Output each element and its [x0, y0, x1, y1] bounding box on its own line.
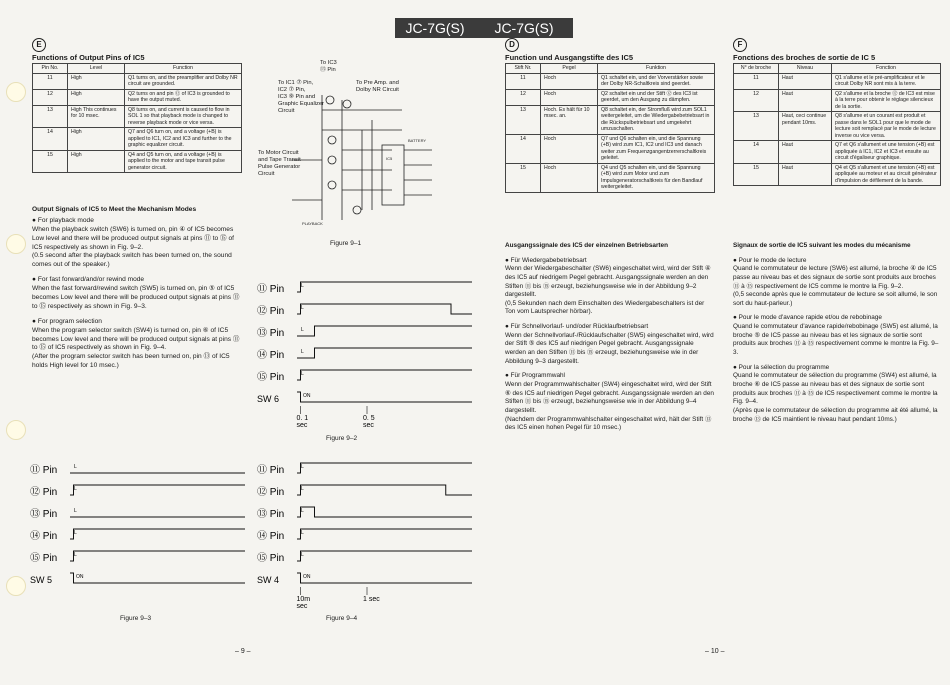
- table-cell: 15: [734, 163, 779, 186]
- table-cell: 14: [506, 134, 541, 163]
- level-label: L: [301, 327, 304, 333]
- col-header: Stift Nr.: [506, 64, 541, 74]
- english-table-title: Functions of Output Pins of IC5: [32, 53, 145, 62]
- level-label: L: [301, 349, 304, 355]
- page-header-right: JC-7G(S): [475, 18, 573, 38]
- level-label: L: [301, 530, 304, 536]
- table-cell: Hoch: [541, 163, 598, 192]
- table-row: [734, 89, 941, 112]
- table-cell: Q7 and Q6 turn on, and a voltage (+B) is applied to IC1, IC2 and IC3 and further to the graphic equalizer circuit.: [125, 128, 242, 151]
- binder-hole: [6, 234, 26, 254]
- table-cell: Q8 turns on, and current is caused to flow in SOL 1 so that playback mode is changed to reverse playback mode or vice versa.: [125, 105, 242, 128]
- table-cell: Haut: [779, 73, 832, 89]
- pin-label: ⑮ Pin: [257, 372, 285, 383]
- signal-trace: [70, 485, 245, 495]
- german-paragraph: ● Für Wiedergabebetriebsart Wenn der Wiedergabeschalter (SW6) eingeschaltet wird, wird der Stift ④ des IC5 auf niedrigem Pegel gebracht. Ausgangssignale werden an den Stiften ⑪ bis ⑮ erzeugt, beziehungsweise wie in der Abbildung 9–2 dargestellt. (0,5 Sekunden nach dem Einschalten des Wiedergabeschalters ist der Ton vom Lautsprecher hörbar).: [505, 256, 711, 316]
- table-cell: Q2 s'allume et la broche ⑫ de IC3 est mise à la terre pour obtenir le réglage silencieux de la sortie.: [832, 89, 941, 112]
- signal-trace: [297, 326, 472, 336]
- table-cell: 11: [506, 73, 541, 89]
- table-cell: 13: [33, 105, 68, 128]
- table-row: [33, 73, 242, 89]
- table-cell: 12: [506, 89, 541, 105]
- table-row: [734, 112, 941, 141]
- french-function-table: [733, 63, 941, 186]
- french-body-title: Signaux de sortie de IC5 suivant les modes du mécanisme: [733, 242, 911, 249]
- table-row: [506, 73, 715, 89]
- table-cell: 11: [33, 73, 68, 89]
- german-paragraph: ● Für Schnellvorlauf- und/oder Rücklaufbetriebsart Wenn der Schnellvorlauf-/Rücklaufschalter (SW5) eingeschaltet wird, wird der Stift ⑤ des IC5 auf niedrigen Pegel gebracht. Ausgangssignale werden an den Stiften ⑪ bis ⑮ erzeugt, beziehungsweise wie in der Abbildung 9–3 dargestellt.: [505, 323, 714, 365]
- signal-trace: [297, 551, 472, 561]
- col-header: Pin No.: [33, 64, 68, 74]
- english-paragraph: ● For playback mode When the playback switch (SW6) is turned on, pin ④ of IC5 becomes Low level and there will be produced output signals at pins ⑪ to ⑮ of IC5 respectively as shown in Fig. 9–2. (0.5 second after the playback switch has been turned on, the sound comes out of the speaker.): [32, 216, 234, 269]
- figure-caption: Figure 9–1: [330, 240, 362, 247]
- on-label: ON: [303, 574, 311, 580]
- german-table-title: Function und Ausgangstifte des IC5: [505, 53, 634, 62]
- signal-trace: [297, 304, 472, 314]
- pin-label: ⑮ Pin: [257, 553, 285, 564]
- table-cell: Q2 schaltet ein und der Stift ⑫ des IC3 ist geerdet, um den Ausgang zu dämpfen.: [598, 89, 715, 105]
- signal-trace: [297, 507, 472, 517]
- table-cell: Q4 et Q5 s'allument et une tension (+B) est appliquée au moteur et au circuit générateur d'impulsion de défilement de la bande.: [832, 163, 941, 186]
- table-cell: Q1 schaltet ein, und der Vorverstärker sowie der Dolby NR-Schaltkreis sind geerdet.: [598, 73, 715, 89]
- level-label: L: [301, 283, 304, 289]
- level-label: L: [74, 486, 77, 492]
- col-header: Fonction: [832, 64, 941, 74]
- right-page: [475, 0, 950, 685]
- col-header: Funktion: [598, 64, 715, 74]
- table-cell: Q1 s'allume et le pré-amplificateur et le circuit Dolby NR sont mis à la terre.: [832, 73, 941, 89]
- signal-trace: [297, 485, 472, 495]
- col-header: Function: [125, 64, 242, 74]
- table-cell: Haut: [779, 89, 832, 112]
- on-label: ON: [303, 393, 311, 399]
- binder-hole: [6, 82, 26, 102]
- schematic-label-preamp: To Pre Amp. and Dolby NR Circuit: [356, 80, 399, 93]
- level-label: L: [301, 464, 304, 470]
- table-cell: Hoch: [541, 73, 598, 89]
- time-label: 1 sec: [363, 596, 380, 603]
- table-row: [33, 150, 242, 173]
- pin-label: ⑫ Pin: [30, 487, 58, 498]
- page-header-left: JC-7G(S): [395, 18, 475, 38]
- table-cell: Q8 schaltet ein, der Stromfluß wird zum SOL1 weitergeleitet, um die Wiedergabebetriebsart in die Rückspulbetriebsart und umgekehrt umzuschalten.: [598, 105, 715, 134]
- binder-hole: [6, 420, 26, 440]
- pin-label: ⑫ Pin: [257, 306, 285, 317]
- table-row: [734, 163, 941, 186]
- col-header: N° de broche: [734, 64, 779, 74]
- switch-trace: [297, 573, 472, 583]
- table-cell: 12: [33, 89, 68, 105]
- binder-hole: [6, 576, 26, 596]
- table-row: [506, 89, 715, 105]
- table-cell: High: [68, 150, 125, 173]
- french-body: [733, 242, 941, 430]
- table-row: [33, 89, 242, 105]
- table-row: [734, 141, 941, 164]
- pin-label: ⑪ Pin: [30, 465, 58, 476]
- timing-diagram-fig-9-4: [257, 457, 472, 610]
- switch-trace: [70, 573, 245, 583]
- schematic-diagram: [262, 90, 462, 230]
- switch-trace: [297, 392, 472, 402]
- signal-trace: [297, 463, 472, 473]
- signal-trace: [297, 370, 472, 380]
- section-mark-english: E: [32, 38, 46, 52]
- table-cell: Q4 und Q5 schalten ein, und die Spannung (+B) wird zum Motor und zum Impulsgeneratorschaltkreis für den Bandlauf weitergeleitet.: [598, 163, 715, 192]
- level-label: L: [74, 530, 77, 536]
- table-cell: 15: [506, 163, 541, 192]
- french-paragraph: ● Pour le mode d'avance rapide et/ou de rebobinage Quand le commutateur d'avance rapide/rebobinage (SW5) est allumé, la broche ⑤ de IC5 passe au niveau bas et les signaux de sortie sont produits aux broches ⑪ à ⑮ respectivement comme le montre la Fig. 9–3.: [733, 314, 939, 357]
- page-number: – 10 –: [705, 648, 725, 655]
- level-label: L: [74, 464, 77, 470]
- table-cell: Haut: [779, 141, 832, 164]
- pin-label: ⑭ Pin: [257, 531, 285, 542]
- level-label: L: [301, 486, 304, 492]
- col-header: Level: [68, 64, 125, 74]
- table-row: [33, 105, 242, 128]
- table-cell: High: [68, 89, 125, 105]
- table-cell: 14: [734, 141, 779, 164]
- level-label: L: [301, 508, 304, 514]
- table-row: [734, 73, 941, 89]
- switch-label: SW 5: [30, 575, 53, 585]
- timing-diagram-fig-9-3: [30, 457, 245, 587]
- french-table-title: Fonctions des broches de sortie de IC 5: [733, 53, 876, 62]
- english-paragraph: ● For fast forward/and/or rewind mode When the fast forward/rewind switch (SW5) is turned on, pin ⑤ of IC5 becomes Low level and there will be produced output signals at pins ⑪ to ⑮ respectively as shown in Fig. 9–3.: [32, 276, 240, 310]
- table-cell: 14: [33, 128, 68, 151]
- table-cell: Q1 turns on, and the preamplifier and Dolby NR circuit are grounded.: [125, 73, 242, 89]
- schematic-label-ic3: To IC3 ⑬ Pin: [320, 60, 337, 73]
- level-label: L: [301, 552, 304, 558]
- signal-trace: [70, 529, 245, 539]
- svg-text:PLAYBACK: PLAYBACK: [302, 221, 323, 226]
- pin-label: ⑫ Pin: [257, 487, 285, 498]
- table-cell: 13: [506, 105, 541, 134]
- table-cell: Hoch: [541, 89, 598, 105]
- table-cell: Q2 turns on and pin ⑫ of IC3 is grounded to have the output muted.: [125, 89, 242, 105]
- page-number: – 9 –: [235, 648, 251, 655]
- table-cell: Haut, ceci continue pendant 10ms.: [779, 112, 832, 141]
- table-cell: Q7 et Q6 s'allument et une tension (+B) est appliquée à IC1, IC2 et IC3 et ensuite au circuit d'égaliseur graphique.: [832, 141, 941, 164]
- level-label: L: [301, 305, 304, 311]
- german-paragraph: ● Für Programmwahl Wenn der Programmwahlschalter (SW4) eingeschaltet wird, wird der Stift ⑥ des IC5 auf niedrigen Pegel gebracht. Ausgangssignale werden an den Stiften ⑪ bis ⑮ erzeugt, beziehungsweise wie in der Abbildung 9–4 dargestellt. (Nachdem der Programmwahlschalter eingeschaltet wird, hält der Stift ⑬ des IC5 einen hohen Pegel für 10 msec.): [505, 372, 714, 432]
- time-label: 0. 5: [363, 415, 375, 422]
- german-body: [505, 242, 715, 439]
- col-header: Niveau: [779, 64, 832, 74]
- signal-trace: [297, 348, 472, 358]
- svg-text:BATTERY: BATTERY: [408, 138, 427, 143]
- section-mark-french: F: [733, 38, 747, 52]
- col-header: Pegel: [541, 64, 598, 74]
- table-row: [506, 163, 715, 192]
- section-mark-german: D: [505, 38, 519, 52]
- english-paragraph: ● For program selection When the program selector switch (SW4) is turned on, pin ⑥ of IC5 becomes Low level and there will be produced output signals at pins ⑪ to ⑮ of IC5 respectively as shown in Fig. 9–4. (After the program selector switch has been turned on, pin ⑬ of IC5 holds High level for 10 msec.): [32, 317, 240, 370]
- table-cell: 12: [734, 89, 779, 112]
- table-cell: Haut: [779, 163, 832, 186]
- pin-label: ⑭ Pin: [257, 350, 285, 361]
- time-label: sec: [363, 422, 374, 429]
- level-label: L: [301, 371, 304, 377]
- time-label: 10m: [296, 596, 311, 603]
- pin-label: ⑬ Pin: [257, 328, 285, 339]
- table-cell: Hoch: [541, 134, 598, 163]
- table-cell: Hoch. Es hält für 10 msec. an.: [541, 105, 598, 134]
- timing-diagram-fig-9-2: [257, 276, 472, 429]
- table-row: [506, 134, 715, 163]
- table-row: [506, 105, 715, 134]
- signal-trace: [70, 551, 245, 561]
- table-cell: Q8 s'allume et un courant est produit et passe dans le SOL1 pour que le mode de lecture soit remplacé par le mode de lecture inverse ou vice versa.: [832, 112, 941, 141]
- schematic-label-motor: To Motor Circuit and Tape Transit Pulse Generator Circuit: [258, 150, 301, 177]
- time-label: sec: [296, 603, 308, 610]
- table-cell: High This continues for 10 msec.: [68, 105, 125, 128]
- on-label: ON: [76, 574, 84, 580]
- signal-trace: [297, 282, 472, 292]
- table-row: [33, 128, 242, 151]
- pin-label: ⑬ Pin: [30, 509, 58, 520]
- english-body-title: Output Signals of IC5 to Meet the Mechanism Modes: [32, 206, 197, 213]
- table-cell: Q7 und Q6 schalten ein, und die Spannung (+B) wird zum IC1, IC2 und IC3 und danach weiter zum Frequenzgangentzerrerschaltkreis geleitet.: [598, 134, 715, 163]
- level-label: L: [74, 552, 77, 558]
- english-function-table: [32, 63, 242, 173]
- schematic-label-ic: To IC1 ⑦ Pin, IC2 ⑦ Pin, IC3 ⑨ Pin and Graphic Equalizer Circuit: [278, 80, 325, 114]
- table-cell: High: [68, 128, 125, 151]
- french-paragraph: ● Pour la sélection du programme Quand le commutateur de sélection du programme (SW4) est allumé, la broche ⑥ de IC5 passe au niveau bas et des signaux de sortie sont produits aux broches ⑪ à ⑮ de IC5 respectivement comme le montre la Fig. 9–4. (Après que le commutateur de sélection du programme ait été allumé, la broche ⑬ de IC5 maintient le niveau haut pendant 10ms.): [733, 363, 938, 423]
- pin-label: ⑭ Pin: [30, 531, 58, 542]
- french-paragraph: ● Pour le mode de lecture Quand le commutateur de lecture (SW6) est allumé, la broche ④ de IC5 passe au niveau bas et des signaux de sortie sont produits aux broches ⑪ à ⑮ respectivement de IC5 comme le montre la Fig. 9–2. (0,5 seconde après que le commutateur de lecture se soit allumé, le son sort du haut-parleur.): [733, 256, 938, 307]
- signal-trace: [297, 529, 472, 539]
- table-cell: 15: [33, 150, 68, 173]
- table-cell: High: [68, 73, 125, 89]
- pin-label: ⑬ Pin: [257, 509, 285, 520]
- switch-label: SW 6: [257, 394, 280, 404]
- german-function-table: [505, 63, 715, 193]
- table-cell: 11: [734, 73, 779, 89]
- level-label: L: [74, 508, 77, 514]
- time-label: 0. 1: [296, 415, 309, 422]
- switch-label: SW 4: [257, 575, 280, 585]
- pin-label: ⑮ Pin: [30, 553, 58, 564]
- pin-label: ⑪ Pin: [257, 465, 285, 476]
- figure-caption: Figure 9–3: [120, 615, 152, 622]
- svg-text:IC5: IC5: [386, 156, 393, 161]
- english-body: [32, 206, 242, 377]
- table-cell: Q4 and Q5 turn on, and a voltage (+B) is applied to the motor and tape transit pulse generator circuit.: [125, 150, 242, 173]
- figure-caption: Figure 9–4: [326, 615, 358, 622]
- figure-caption: Figure 9–2: [326, 435, 358, 442]
- time-label: sec: [296, 422, 308, 429]
- table-cell: 13: [734, 112, 779, 141]
- pin-label: ⑪ Pin: [257, 284, 285, 295]
- german-body-title: Ausgangssignale des IC5 der einzelnen Betriebsarten: [505, 242, 669, 249]
